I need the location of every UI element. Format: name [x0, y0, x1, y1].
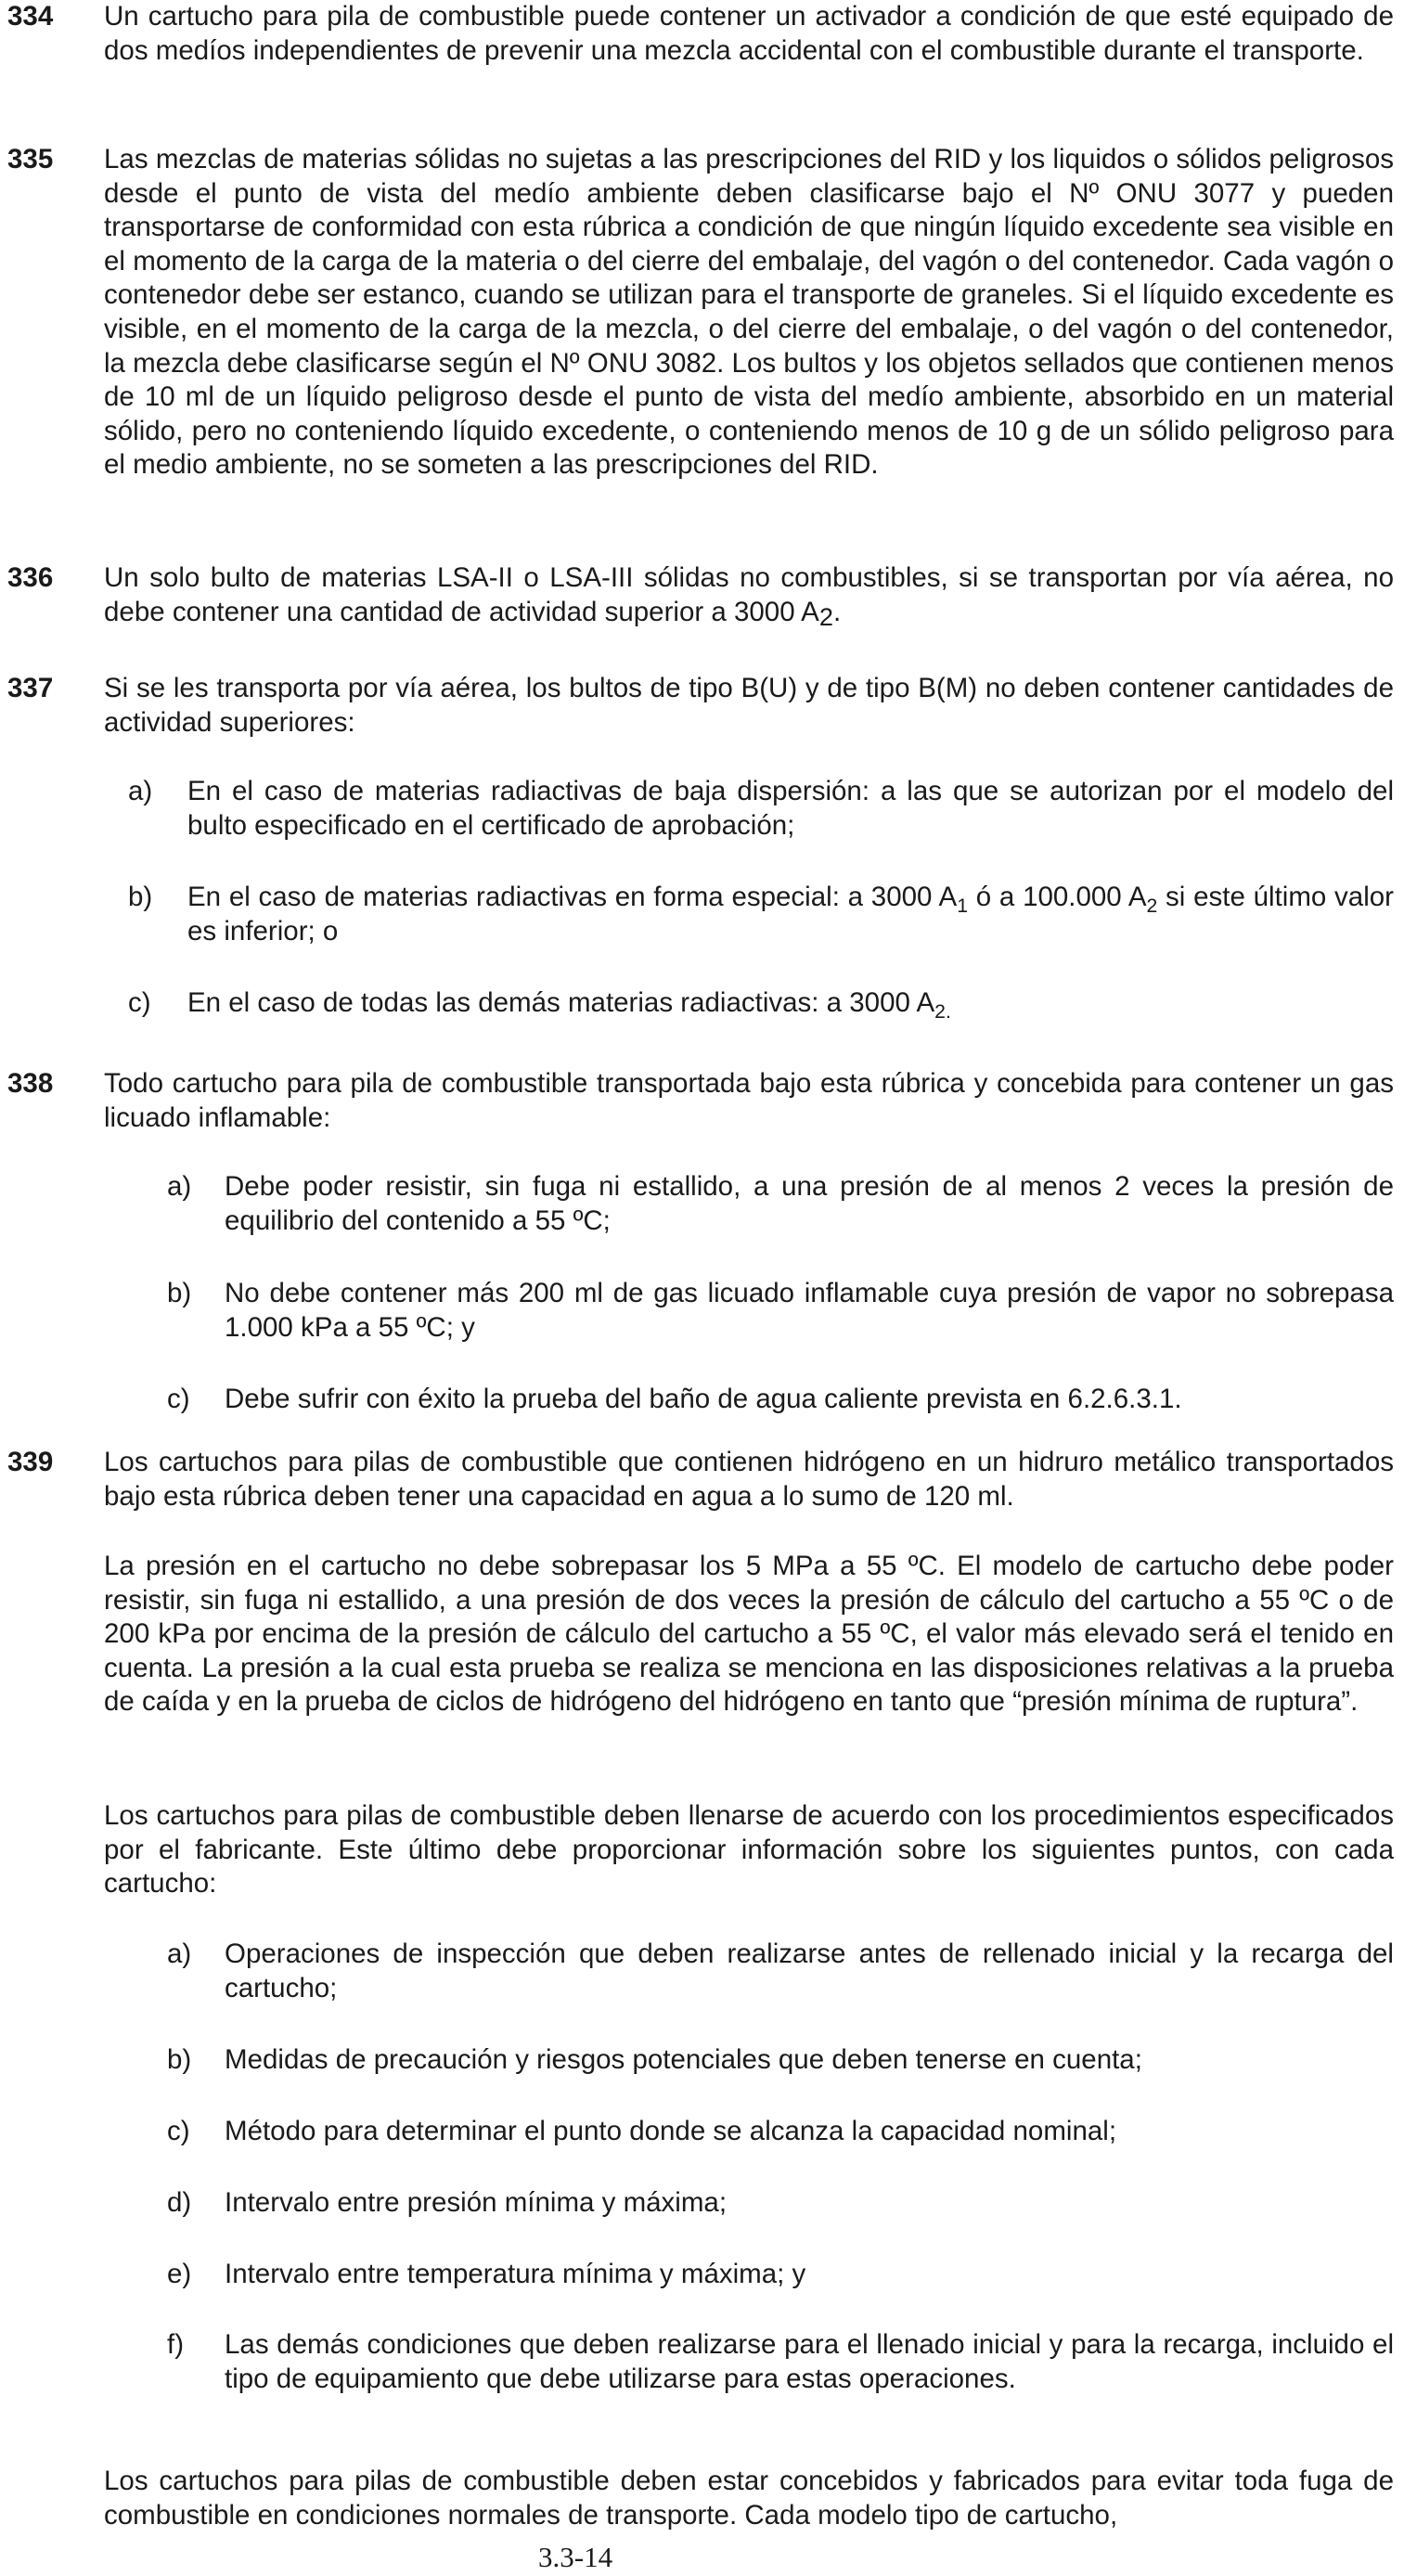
- item-text-part: si este último valor es inferior; o: [187, 882, 1394, 947]
- item-text: Intervalo entre presión mínima y máxima;: [225, 2187, 728, 2218]
- item-text-part: ó: [968, 882, 999, 912]
- item-text: Intervalo entre temperatura mínima y máxima; y: [225, 2259, 806, 2289]
- item-label: a): [167, 1171, 192, 1202]
- provision-number: 335: [7, 144, 54, 174]
- item-label: a): [128, 776, 153, 806]
- item-text: Las demás condiciones que deben realizarse para el llenado inicial y para la recarga, incluido el tipo de equipamiento que debe utilizarse para estas operaciones.: [225, 2329, 1394, 2394]
- subscript: 1: [957, 894, 969, 917]
- item-text: Debe poder resistir, sin fuga ni estallido, a una presión de al menos 2 veces la presión de equilibrio del contenido a 55 ºC;: [225, 1171, 1394, 1236]
- subscript: 2: [818, 601, 833, 631]
- provision-number: 334: [7, 1, 54, 32]
- provision-intro: Si se les transporta por vía aérea, los bultos de tipo B(U) y de tipo B(M) no deben contener cantidades de actividad superiores:: [104, 673, 1394, 738]
- provision-paragraph: Los cartuchos para pilas de combustible deben llenarse de acuerdo con los procedimientos especificados por el fabricante. Este último debe proporcionar información sobre los siguientes puntos, con cada cartucho:: [104, 1800, 1394, 1900]
- provision-number: 339: [7, 1447, 54, 1477]
- provision-number: 336: [7, 562, 54, 593]
- item-label: b): [167, 2044, 192, 2075]
- item-text-part: En el caso de materias radiactivas en forma especial: a 3000 A: [187, 882, 958, 912]
- item-text-part: a 100.000 A: [998, 882, 1147, 912]
- item-label: d): [167, 2187, 192, 2218]
- item-text: No debe contener más 200 ml de gas licuado inflamable cuya presión de vapor no sobrepasa 1.000 kPa a 55 ºC; y: [225, 1278, 1394, 1343]
- subscript: 2: [1146, 894, 1158, 917]
- provision-paragraph: Los cartuchos para pilas de combustible deben estar concebidos y fabricados para evitar toda fuga de combustible en condiciones normales de transporte. Cada modelo tipo de cartucho,: [104, 2466, 1394, 2531]
- item-label: f): [167, 2329, 185, 2360]
- provision-text: Un cartucho para pila de combustible puede contener un activador a condición de que esté equipado de dos medíos independientes de prevenir una mezcla accidental con el combustible durante el transporte.: [104, 1, 1394, 66]
- item-text: Método para determinar el punto donde se alcanza la capacidad nominal;: [225, 2116, 1117, 2146]
- item-text: Debe sufrir con éxito la prueba del baño de agua caliente prevista en 6.2.6.3.1.: [225, 1384, 1182, 1414]
- provision-text: [104, 561, 1394, 634]
- provision-intro: Todo cartucho para pila de combustible transportada bajo esta rúbrica y concebida para contener un gas licuado inflamable:: [104, 1068, 1394, 1133]
- item-label: c): [167, 2116, 190, 2146]
- item-text-part: En el caso de todas las demás materias radiactivas: a 3000 A: [187, 987, 935, 1018]
- item-label: b): [128, 882, 153, 912]
- provision-text-body: Un solo bulto de materias LSA-II o LSA-III sólidas no combustibles, si se transportan por vía aérea, no debe contener una cantidad de actividad superior a 3000 A: [104, 562, 1394, 627]
- page-number: 3.3-14: [538, 2541, 613, 2573]
- item-label: e): [167, 2259, 192, 2289]
- provision-paragraph: Los cartuchos para pilas de combustible que contienen hidrógeno en un hidruro metálico transportados bajo esta rúbrica deben tener una capacidad en agua a lo sumo de 120 ml.: [104, 1447, 1394, 1512]
- item-text: Medidas de precaución y riesgos potenciales que deben tenerse en cuenta;: [225, 2044, 1142, 2075]
- provision-text-tail: .: [832, 596, 842, 627]
- item-text: [187, 881, 1394, 948]
- item-label: a): [167, 1938, 192, 1969]
- provision-number: 337: [7, 673, 54, 703]
- provision-text: Las mezclas de materias sólidas no sujetas a las prescripciones del RID y los liquidos o sólidos peligrosos desde el punto de vista del medío ambiente deben clasificarse bajo el Nº ONU 3077 y pueden transportarse de conformidad con esta rúbrica a condición de que ningún líquido excedente sea visible en el momento de la carga de la materia o del cierre del embalaje, del vagón o del contenedor. Cada vagón o contenedor debe ser estanco, cuando se utilizan para el transporte de graneles. Si el líquido excedente es visible, en el momento de la carga de la mezcla, o del cierre del embalaje, o del vagón o del contenedor, la mezcla debe clasificarse según el Nº ONU 3082. Los bultos y los objetos sellados que contienen menos de 10 ml de un líquido peligroso desde el punto de vista del medío ambiente, absorbido en un material sólido, pero no conteniendo líquido excedente, o conteniendo menos de 10 g de un sólido peligroso para el medio ambiente, no se someten a las prescripciones del RID.: [104, 144, 1394, 481]
- item-text: [187, 986, 1394, 1021]
- provision-number: 338: [7, 1068, 54, 1099]
- item-text: En el caso de materias radiactivas de baja dispersión: a las que se autorizan por el modelo del bulto especificado en el certificado de aprobación;: [187, 776, 1394, 841]
- provision-paragraph: La presión en el cartucho no debe sobrepasar los 5 MPa a 55 ºC. El modelo de cartucho debe poder resistir, sin fuga ni estallido, a una presión de dos veces la presión de cálculo del cartucho a 55 ºC o de 200 kPa por encima de la presión de cálculo del cartucho a 55 ºC, el valor más elevado será el tenido en cuenta. La presión a la cual esta prueba se realiza se menciona en las disposiciones relativas a la prueba de caída y en la prueba de ciclos de hidrógeno del hidrógeno en tanto que “presión mínima de ruptura”.: [104, 1551, 1394, 1718]
- subscript: 2.: [934, 999, 951, 1023]
- item-label: b): [167, 1278, 192, 1308]
- item-label: c): [128, 987, 151, 1018]
- item-label: c): [167, 1384, 190, 1414]
- item-text: Operaciones de inspección que deben realizarse antes de rellenado inicial y la recarga del cartucho;: [225, 1938, 1394, 2003]
